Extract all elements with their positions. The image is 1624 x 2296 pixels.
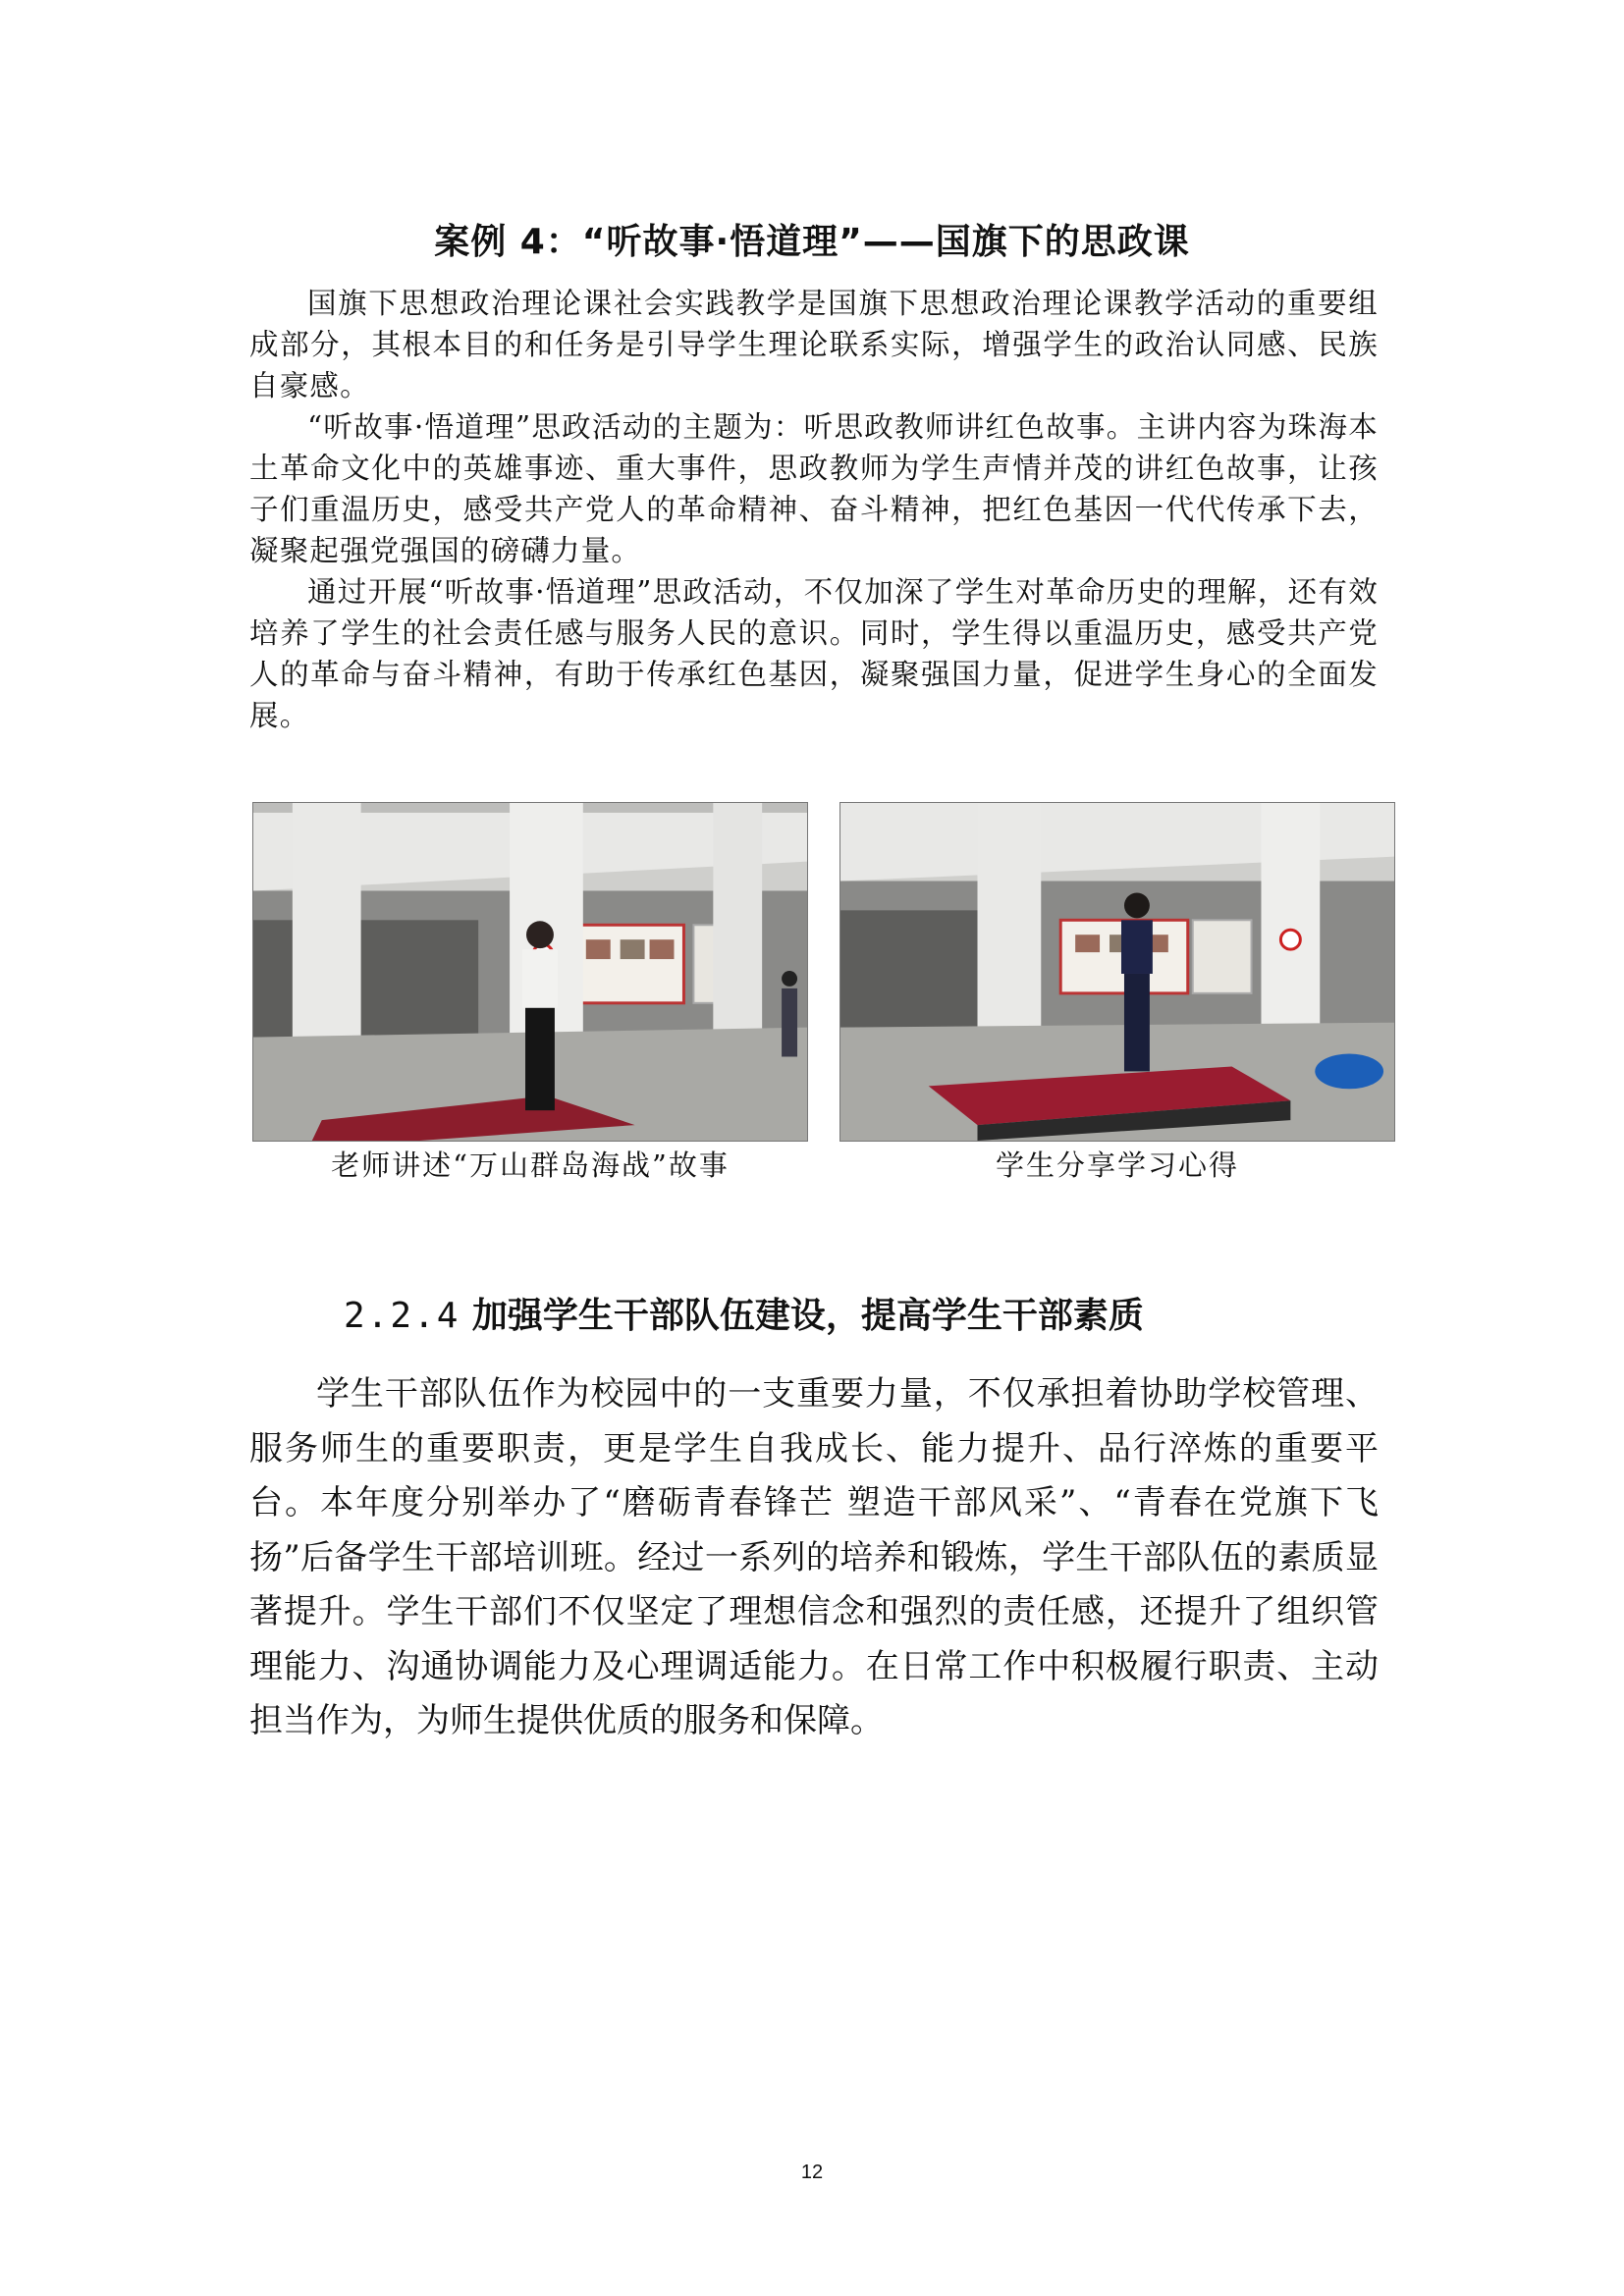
page-number: 12	[800, 2162, 824, 2183]
section-heading	[344, 1288, 1144, 1338]
caption-teacher-story: 老师讲述“万山群岛海战”故事	[331, 1148, 730, 1182]
photo-teacher-image	[253, 803, 807, 1141]
section-body	[249, 1367, 1379, 1749]
photo-teacher-story	[252, 802, 808, 1142]
case-paragraph-3: 通过开展“听故事·悟道理”思政活动，不仅加深了学生对革命历史的理解，还有效培养了学生的社会责任感与服务人民的意识。同时，学生得以重温历史，感受共产党人的革命与奋斗精神，有助于传承红色基因，凝聚强国力量，促进学生身心的全面发展。	[249, 575, 1379, 732]
photo-student-image	[840, 803, 1394, 1141]
photo-student-sharing	[839, 802, 1395, 1142]
case-text	[249, 283, 1379, 736]
case-paragraph-1: 国旗下思想政治理论课社会实践教学是国旗下思想政治理论课教学活动的重要组成部分，其根本目的和任务是引导学生理论联系实际，增强学生的政治认同感、民族自豪感。	[249, 287, 1379, 402]
section-number: 2.2.4	[344, 1296, 460, 1336]
case-title: 案例 4：“听故事·悟道理”——国旗下的思政课	[434, 222, 1190, 262]
caption-student-sharing: 学生分享学习心得	[995, 1148, 1239, 1182]
case-paragraph-2: “听故事·悟道理”思政活动的主题为：听思政教师讲红色故事。主讲内容为珠海本土革命文化中的英雄事迹、重大事件，思政教师为学生声情并茂的讲红色故事，让孩子们重温历史，感受共产党人的革命精神、奋斗精神，把红色基因一代代传承下去，凝聚起强党强国的磅礴力量。	[249, 410, 1379, 567]
section-title-text: 加强学生干部队伍建设，提高学生干部素质	[471, 1296, 1144, 1336]
section-paragraph: 学生干部队伍作为校园中的一支重要力量，不仅承担着协助学校管理、服务师生的重要职责，更是学生自我成长、能力提升、品行淬炼的重要平台。本年度分别举办了“磨砺青春锋芒 塑造干部风采”、“青春在党旗下飞扬”后备学生干部培训班。经过一系列的培养和锻炼，学生干部队伍的素质显著提升。学生干部们不仅坚定了理想信念和强烈的责任感，还提升了组织管理能力、沟通协调能力及心理调适能力。在日常工作中积极履行职责、主动担当作为，为师生提供优质的服务和保障。	[249, 1374, 1379, 1740]
